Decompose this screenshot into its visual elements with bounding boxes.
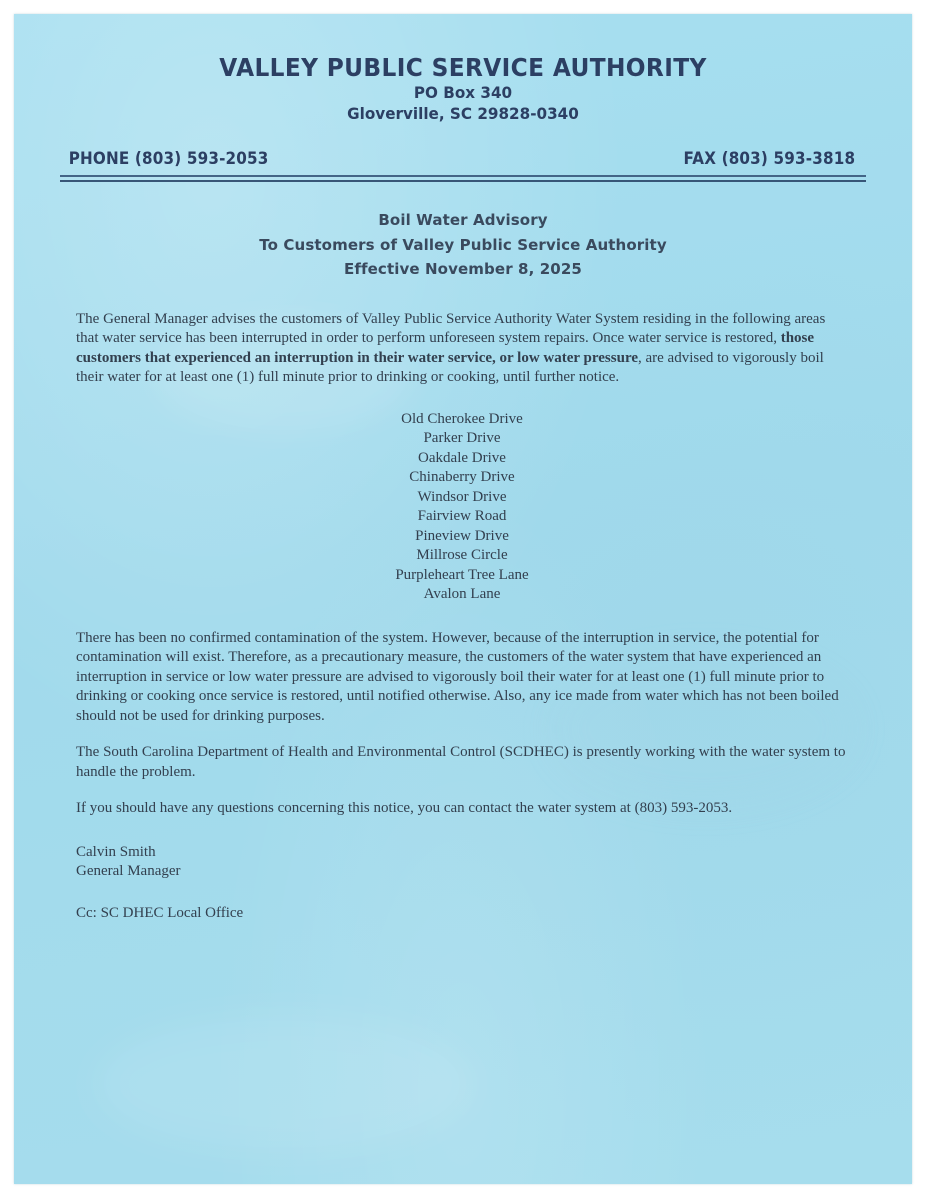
signer-title: General Manager (76, 863, 181, 880)
street-item: Old Cherokee Drive (401, 410, 523, 427)
cc-line: Cc: SC DHEC Local Office (76, 904, 244, 921)
phone-number: PHONE (803) 593-2053 (68, 149, 269, 169)
advisory-title-line-1: Boil Water Advisory (378, 211, 548, 230)
letterhead (58, 14, 868, 124)
street-item: Chinaberry Drive (409, 469, 515, 486)
street-item: Avalon Lane (423, 586, 501, 603)
advisory-title (58, 208, 868, 281)
street-item: Millrose Circle (416, 547, 508, 564)
street-item: Windsor Drive (417, 488, 507, 505)
divider-rule-bottom (60, 180, 866, 182)
notice-body (58, 310, 868, 924)
street-item: Oakdale Drive (418, 449, 506, 466)
po-box-line: PO Box 340 (413, 83, 513, 102)
signer-name: Calvin Smith (76, 843, 156, 860)
street-item: Purpleheart Tree Lane (395, 566, 529, 583)
paragraph-scdhec: The South Carolina Department of Health and Environmental Control (SCDHEC) is presently working with the water system to handle the problem. (76, 744, 846, 780)
paragraph-intro-part2: , are advised to vigorously boil their water for at least one (1) full minute prior to drinking or cooking, until further notice. (76, 349, 824, 386)
advisory-title-line-2: To Customers of Valley Public Service Authority (259, 235, 667, 254)
paragraph-questions: If you should have any questions concerning this notice, you can contact the water system at (803) 593-2053. (76, 800, 733, 817)
organization-name: VALLEY PUBLIC SERVICE AUTHORITY (219, 53, 707, 82)
advisory-title-line-3: Effective November 8, 2025 (343, 260, 582, 279)
letterhead-divider (58, 175, 868, 182)
paragraph-intro-part1: The General Manager advises the customers of Valley Public Service Authority Water System residing in the following areas that water service has been interrupted in order to perform unforeseen system repairs. Once water service is restored, (76, 310, 826, 347)
contact-row (58, 149, 868, 168)
street-item: Fairview Road (417, 508, 507, 525)
fax-number: FAX (803) 593-3818 (683, 149, 856, 169)
affected-streets-list (76, 410, 848, 605)
paragraph-intro (76, 310, 848, 388)
paragraph-contamination: There has been no confirmed contamination of the system. However, because of the interruption in service, the potential for contamination will exist. Therefore, as a precautionary measure, the customers of the water system that have experienced an interruption in service or low water pressure are advised to vigorously boil their water for at least one (1) full minute prior to drinking or cooking once service is restored, until notified otherwise. Also, any ice made from water which has not been boiled should not be used for drinking purposes. (76, 629, 839, 724)
signature-block (76, 843, 848, 924)
divider-rule-top (60, 175, 866, 177)
city-state-zip-line: Gloverville, SC 29828-0340 (347, 104, 579, 124)
notice-page-sheet (14, 14, 912, 1184)
street-item: Parker Drive (423, 430, 501, 447)
paragraph-intro-emphasis: those customers that experienced an interruption in their water service, or low water pressure (76, 330, 815, 366)
street-item: Pineview Drive (415, 527, 509, 544)
